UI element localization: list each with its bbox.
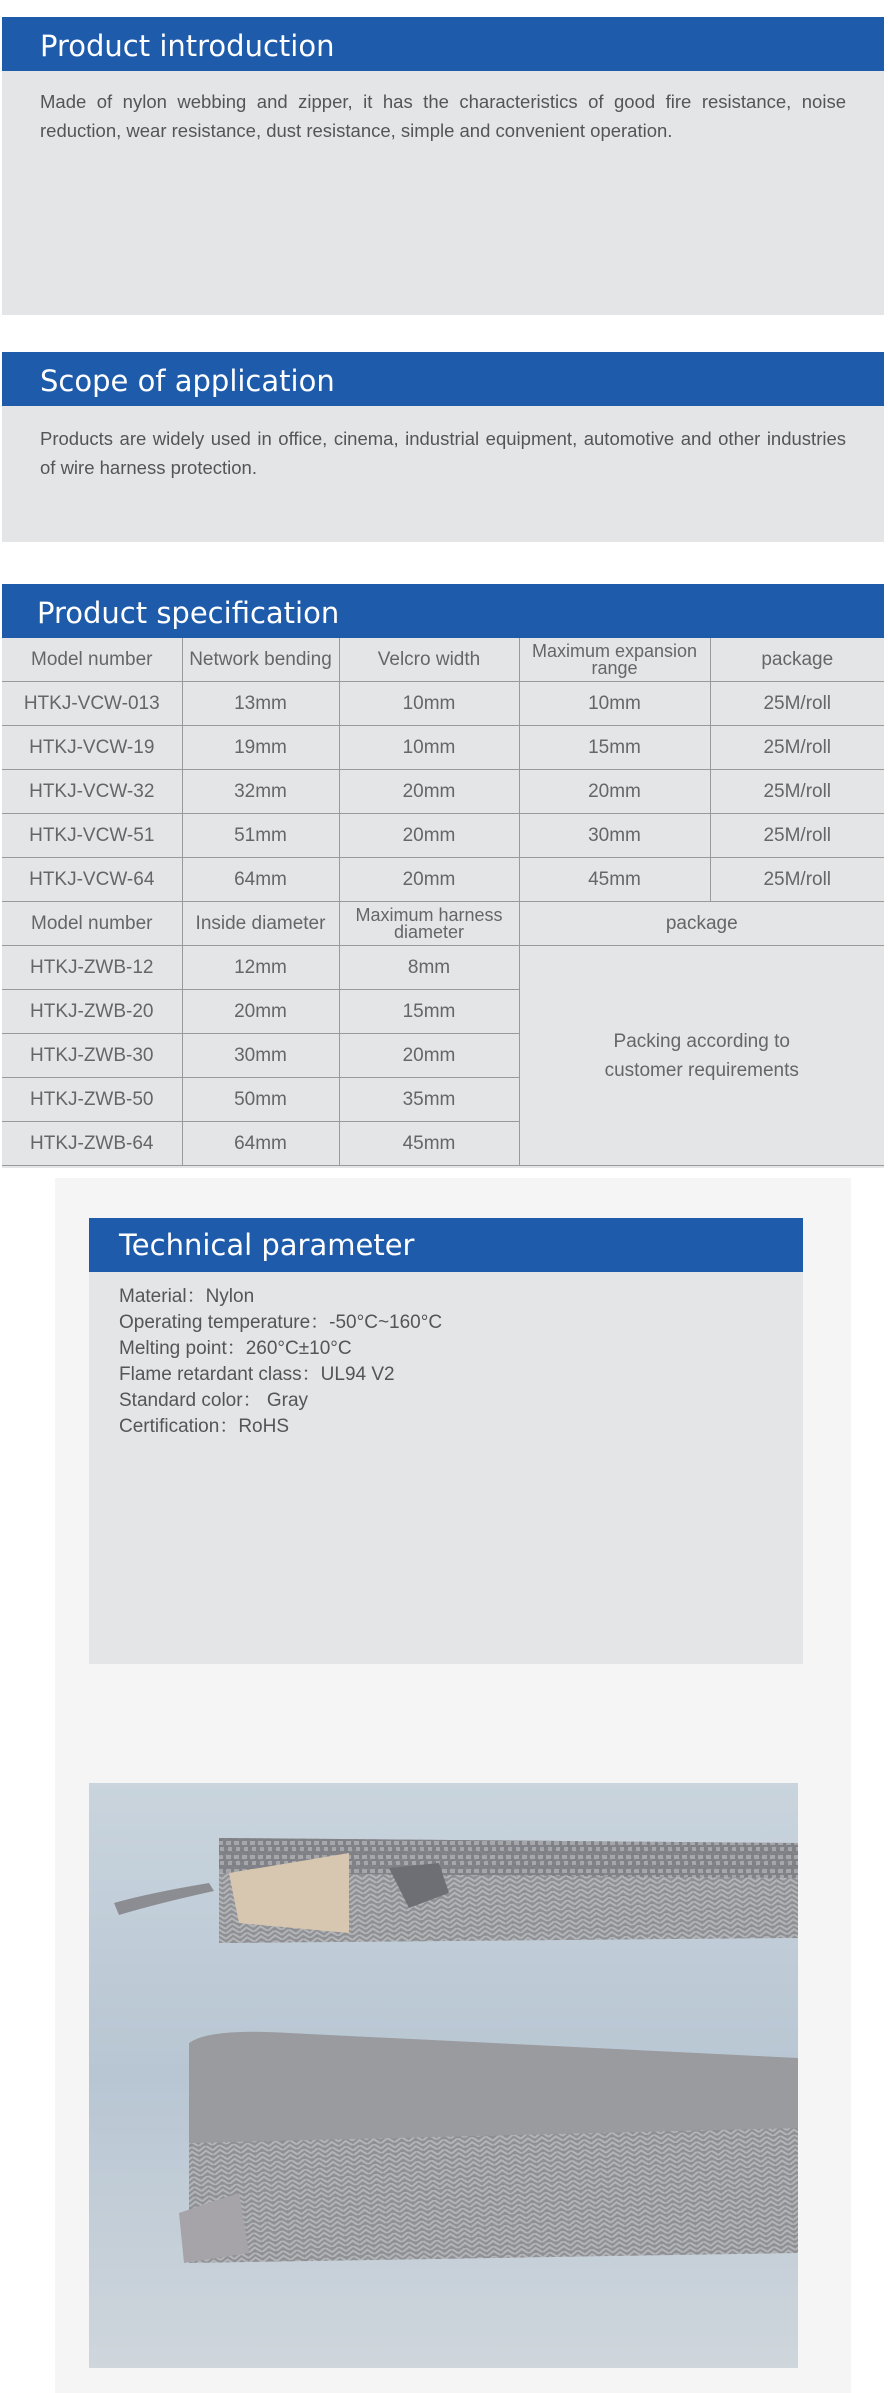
table-row	[2, 814, 884, 858]
table-cell: HTKJ-VCW-51	[2, 814, 182, 858]
table-cell: 8mm	[339, 946, 519, 990]
table-cell: HTKJ-ZWB-64	[2, 1122, 182, 1166]
table-cell: 25M/roll	[710, 726, 884, 770]
table-cell: 64mm	[182, 858, 339, 902]
table-cell: 12mm	[182, 946, 339, 990]
table-cell: HTKJ-ZWB-20	[2, 990, 182, 1034]
table-cell: HTKJ-ZWB-50	[2, 1078, 182, 1122]
table2-header-cell: package	[519, 902, 884, 946]
product-photo	[89, 1783, 798, 2368]
package-note-cell	[519, 946, 884, 1166]
table-cell: 45mm	[519, 858, 710, 902]
spec-header-bar	[2, 584, 884, 638]
table-row	[2, 682, 884, 726]
table-cell: 10mm	[339, 682, 519, 726]
product-photo-illustration	[89, 1783, 798, 2368]
table-cell: 25M/roll	[710, 814, 884, 858]
table-cell: 15mm	[519, 726, 710, 770]
table1-header-cell: package	[710, 638, 884, 682]
tech-param: Operating temperature：-50°C~160°C	[119, 1312, 443, 1333]
table-cell: 20mm	[339, 770, 519, 814]
table-cell: 10mm	[519, 682, 710, 726]
table-cell: 20mm	[339, 1034, 519, 1078]
tech-param: Flame retardant class：UL94 V2	[119, 1364, 395, 1385]
table-row	[2, 726, 884, 770]
table2-header-cell: Maximum harness diameter	[339, 902, 519, 946]
table-row	[2, 946, 884, 990]
table-cell: 25M/roll	[710, 682, 884, 726]
tech-param: Material：Nylon	[119, 1286, 255, 1307]
table-cell: 25M/roll	[710, 770, 884, 814]
table-cell: HTKJ-ZWB-30	[2, 1034, 182, 1078]
intro-header-bar	[2, 17, 884, 71]
tech-section	[89, 1218, 803, 1664]
table-row	[2, 770, 884, 814]
scope-header-bar	[2, 352, 884, 406]
intro-text: Made of nylon webbing and zipper, it has the characteristics of good fire resistance, noise reduction, wear resistance, dust resistance, simple and convenient operation.	[40, 91, 846, 141]
table-cell: 51mm	[182, 814, 339, 858]
table-cell: 30mm	[519, 814, 710, 858]
package-note: Packing according to customer requirements	[604, 1030, 799, 1081]
intro-title: Product introduction	[40, 29, 335, 63]
table2-header-row	[2, 902, 884, 946]
table-cell: 20mm	[182, 990, 339, 1034]
spec-title: Product specification	[37, 596, 340, 630]
table2-header-cell: Inside diameter	[182, 902, 339, 946]
table2-header-cell: Model number	[2, 902, 182, 946]
table-cell: 64mm	[182, 1122, 339, 1166]
tech-wrapper	[55, 1178, 851, 2393]
table-row	[2, 858, 884, 902]
tech-param: Standard color： Gray	[119, 1390, 309, 1411]
table-cell: 15mm	[339, 990, 519, 1034]
tech-param: Melting point：260°C±10°C	[119, 1338, 352, 1359]
table-cell: 20mm	[519, 770, 710, 814]
table1-header-cell: Network bending	[182, 638, 339, 682]
table-cell: 45mm	[339, 1122, 519, 1166]
table-cell: 30mm	[182, 1034, 339, 1078]
scope-text: Products are widely used in office, cinema, industrial equipment, automotive and other industries of wire harness protection.	[40, 428, 846, 478]
table-cell: 50mm	[182, 1078, 339, 1122]
table-cell: HTKJ-VCW-64	[2, 858, 182, 902]
table-cell: 25M/roll	[710, 858, 884, 902]
scope-title: Scope of application	[40, 364, 335, 398]
table1-header-row	[2, 638, 884, 682]
tech-param: Certification：RoHS	[119, 1416, 289, 1437]
scope-section	[2, 352, 884, 542]
tech-header-bar	[89, 1218, 803, 1272]
table-cell: 10mm	[339, 726, 519, 770]
table-cell: 20mm	[339, 858, 519, 902]
table1-header-cell: Velcro width	[339, 638, 519, 682]
spec-table	[2, 638, 884, 1166]
velcro-sleeve-body	[189, 2128, 798, 2263]
table-cell: 32mm	[182, 770, 339, 814]
table-cell: HTKJ-VCW-32	[2, 770, 182, 814]
tech-title: Technical parameter	[119, 1228, 415, 1262]
table-cell: 19mm	[182, 726, 339, 770]
table1-header-cell: Maximum expansion range	[519, 638, 710, 682]
tech-param-list	[119, 1284, 442, 1440]
table-cell: HTKJ-VCW-19	[2, 726, 182, 770]
spec-section	[2, 584, 884, 1168]
table1-header-cell: Model number	[2, 638, 182, 682]
table-cell: 20mm	[339, 814, 519, 858]
table-cell: 13mm	[182, 682, 339, 726]
table-cell: HTKJ-VCW-013	[2, 682, 182, 726]
intro-section	[2, 17, 884, 315]
table-cell: HTKJ-ZWB-12	[2, 946, 182, 990]
table-cell: 35mm	[339, 1078, 519, 1122]
